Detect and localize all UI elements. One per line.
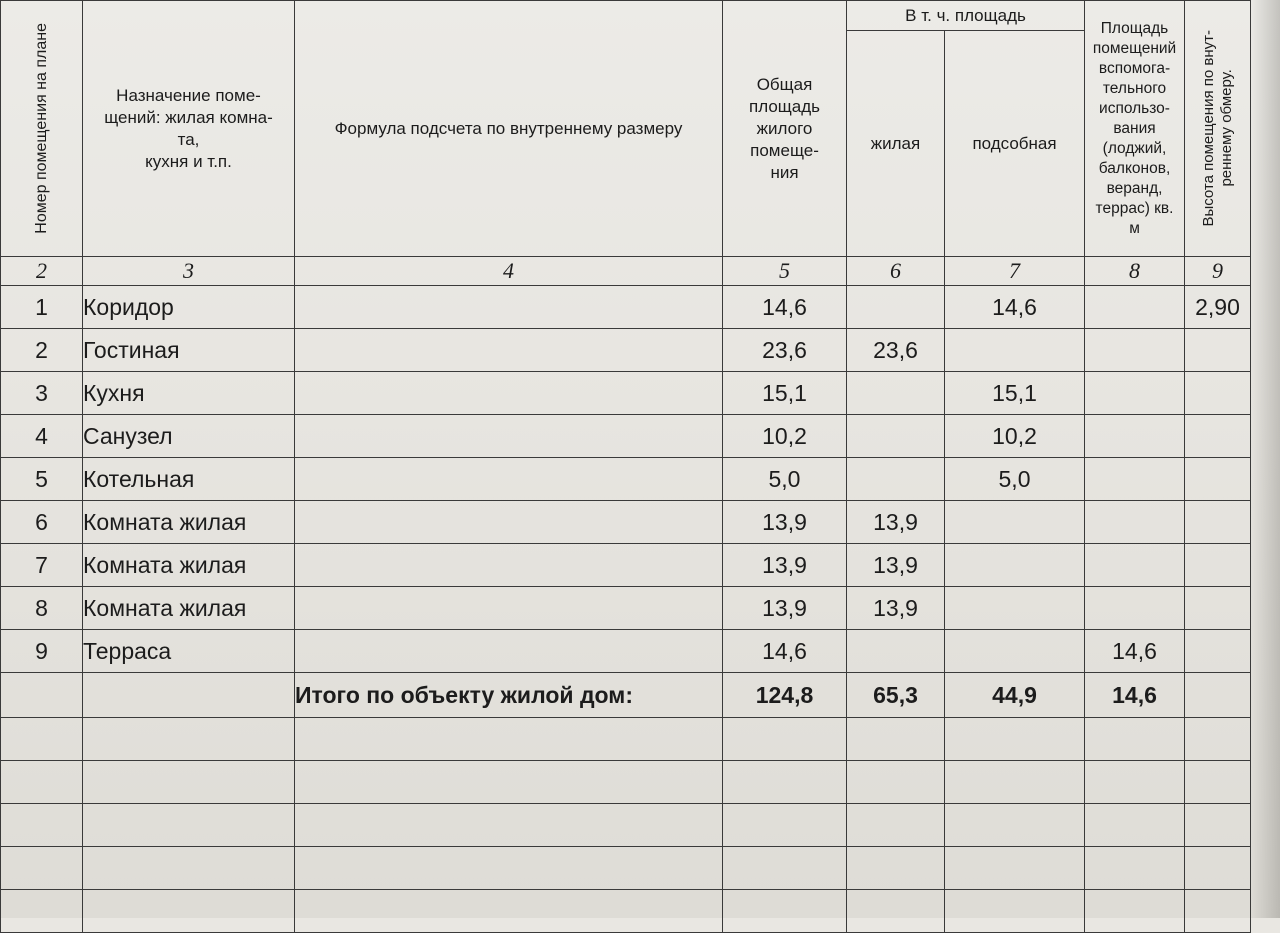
room-living-area [847, 458, 945, 501]
header-utility-area: подсобная [945, 31, 1085, 257]
totals-empty-cell [83, 673, 295, 718]
room-utility-area: 15,1 [945, 372, 1085, 415]
column-number: 2 [1, 257, 83, 286]
empty-row [1, 890, 1251, 933]
header-living-area: жилая [847, 31, 945, 257]
totals-utility-area: 44,9 [945, 673, 1085, 718]
header-auxiliary-area: Площадь помещений вспомога- тельного использо- вания (лоджий, балконов, веранд, террас) кв. м [1085, 1, 1185, 257]
room-total-area: 15,1 [723, 372, 847, 415]
room-utility-area [945, 544, 1085, 587]
room-height [1185, 329, 1251, 372]
room-height [1185, 415, 1251, 458]
room-total-area: 23,6 [723, 329, 847, 372]
room-name: Санузел [83, 415, 295, 458]
room-utility-area: 5,0 [945, 458, 1085, 501]
room-total-area: 5,0 [723, 458, 847, 501]
room-number: 6 [1, 501, 83, 544]
room-name: Терраса [83, 630, 295, 673]
header-room-purpose: Назначение поме- щений: жилая комна- та, кухня и т.п. [83, 1, 295, 257]
room-formula [295, 501, 723, 544]
room-auxiliary-area [1085, 286, 1185, 329]
room-total-area: 14,6 [723, 630, 847, 673]
room-name: Гостиная [83, 329, 295, 372]
room-formula [295, 329, 723, 372]
room-formula [295, 372, 723, 415]
room-name: Котельная [83, 458, 295, 501]
room-auxiliary-area [1085, 415, 1185, 458]
room-living-area [847, 415, 945, 458]
totals-empty-cell [1185, 673, 1251, 718]
room-utility-area [945, 501, 1085, 544]
room-utility-area [945, 587, 1085, 630]
table-row [1, 587, 1251, 630]
room-formula [295, 544, 723, 587]
room-living-area [847, 286, 945, 329]
room-living-area: 13,9 [847, 501, 945, 544]
room-living-area: 13,9 [847, 544, 945, 587]
totals-empty-cell [1, 673, 83, 718]
empty-row [1, 804, 1251, 847]
room-auxiliary-area [1085, 587, 1185, 630]
room-number: 5 [1, 458, 83, 501]
room-total-area: 14,6 [723, 286, 847, 329]
room-total-area: 13,9 [723, 544, 847, 587]
totals-label: Итого по объекту жилой дом: [295, 673, 723, 718]
column-number: 7 [945, 257, 1085, 286]
table-row [1, 458, 1251, 501]
room-total-area: 10,2 [723, 415, 847, 458]
room-height [1185, 630, 1251, 673]
room-utility-area [945, 630, 1085, 673]
room-total-area: 13,9 [723, 587, 847, 630]
table-row [1, 286, 1251, 329]
room-number: 8 [1, 587, 83, 630]
room-number: 3 [1, 372, 83, 415]
totals-total-area: 124,8 [723, 673, 847, 718]
table-row [1, 415, 1251, 458]
room-auxiliary-area [1085, 501, 1185, 544]
room-auxiliary-area [1085, 458, 1185, 501]
room-living-area [847, 372, 945, 415]
room-number: 7 [1, 544, 83, 587]
header-room-height: Высота помещения по внут- реннему обмеру. [1185, 1, 1251, 257]
column-number: 4 [295, 257, 723, 286]
room-number: 9 [1, 630, 83, 673]
header-room-number: Номер помещения на плане [1, 1, 83, 257]
room-name: Коридор [83, 286, 295, 329]
room-height [1185, 544, 1251, 587]
column-number: 9 [1185, 257, 1251, 286]
room-name: Комната жилая [83, 544, 295, 587]
room-total-area: 13,9 [723, 501, 847, 544]
room-height: 2,90 [1185, 286, 1251, 329]
totals-row [1, 673, 1251, 718]
table-row [1, 501, 1251, 544]
room-formula [295, 286, 723, 329]
column-number: 5 [723, 257, 847, 286]
room-auxiliary-area: 14,6 [1085, 630, 1185, 673]
room-living-area [847, 630, 945, 673]
room-number: 1 [1, 286, 83, 329]
room-living-area: 13,9 [847, 587, 945, 630]
room-auxiliary-area [1085, 329, 1185, 372]
totals-auxiliary-area: 14,6 [1085, 673, 1185, 718]
room-height [1185, 587, 1251, 630]
room-name: Комната жилая [83, 501, 295, 544]
empty-row [1, 847, 1251, 890]
room-formula [295, 587, 723, 630]
column-number: 8 [1085, 257, 1185, 286]
room-height [1185, 501, 1251, 544]
header-group-area: В т. ч. площадь [847, 1, 1085, 31]
room-auxiliary-area [1085, 372, 1185, 415]
room-living-area: 23,6 [847, 329, 945, 372]
room-number: 2 [1, 329, 83, 372]
room-auxiliary-area [1085, 544, 1185, 587]
header-formula: Формула подсчета по внутреннему размеру [295, 1, 723, 257]
table-row [1, 544, 1251, 587]
header-row-top [1, 1, 1251, 31]
room-number: 4 [1, 415, 83, 458]
room-name: Кухня [83, 372, 295, 415]
room-height [1185, 458, 1251, 501]
room-utility-area [945, 329, 1085, 372]
page-edge-shadow [1250, 0, 1280, 918]
room-formula [295, 630, 723, 673]
table-row [1, 630, 1251, 673]
room-utility-area: 10,2 [945, 415, 1085, 458]
empty-row [1, 718, 1251, 761]
empty-row [1, 761, 1251, 804]
room-formula [295, 458, 723, 501]
column-number: 3 [83, 257, 295, 286]
column-number: 6 [847, 257, 945, 286]
room-utility-area: 14,6 [945, 286, 1085, 329]
column-number-row [1, 257, 1251, 286]
room-formula [295, 415, 723, 458]
totals-living-area: 65,3 [847, 673, 945, 718]
header-total-area: Общая площадь жилого помеще- ния [723, 1, 847, 257]
table-row [1, 329, 1251, 372]
room-name: Комната жилая [83, 587, 295, 630]
room-height [1185, 372, 1251, 415]
table-row [1, 372, 1251, 415]
